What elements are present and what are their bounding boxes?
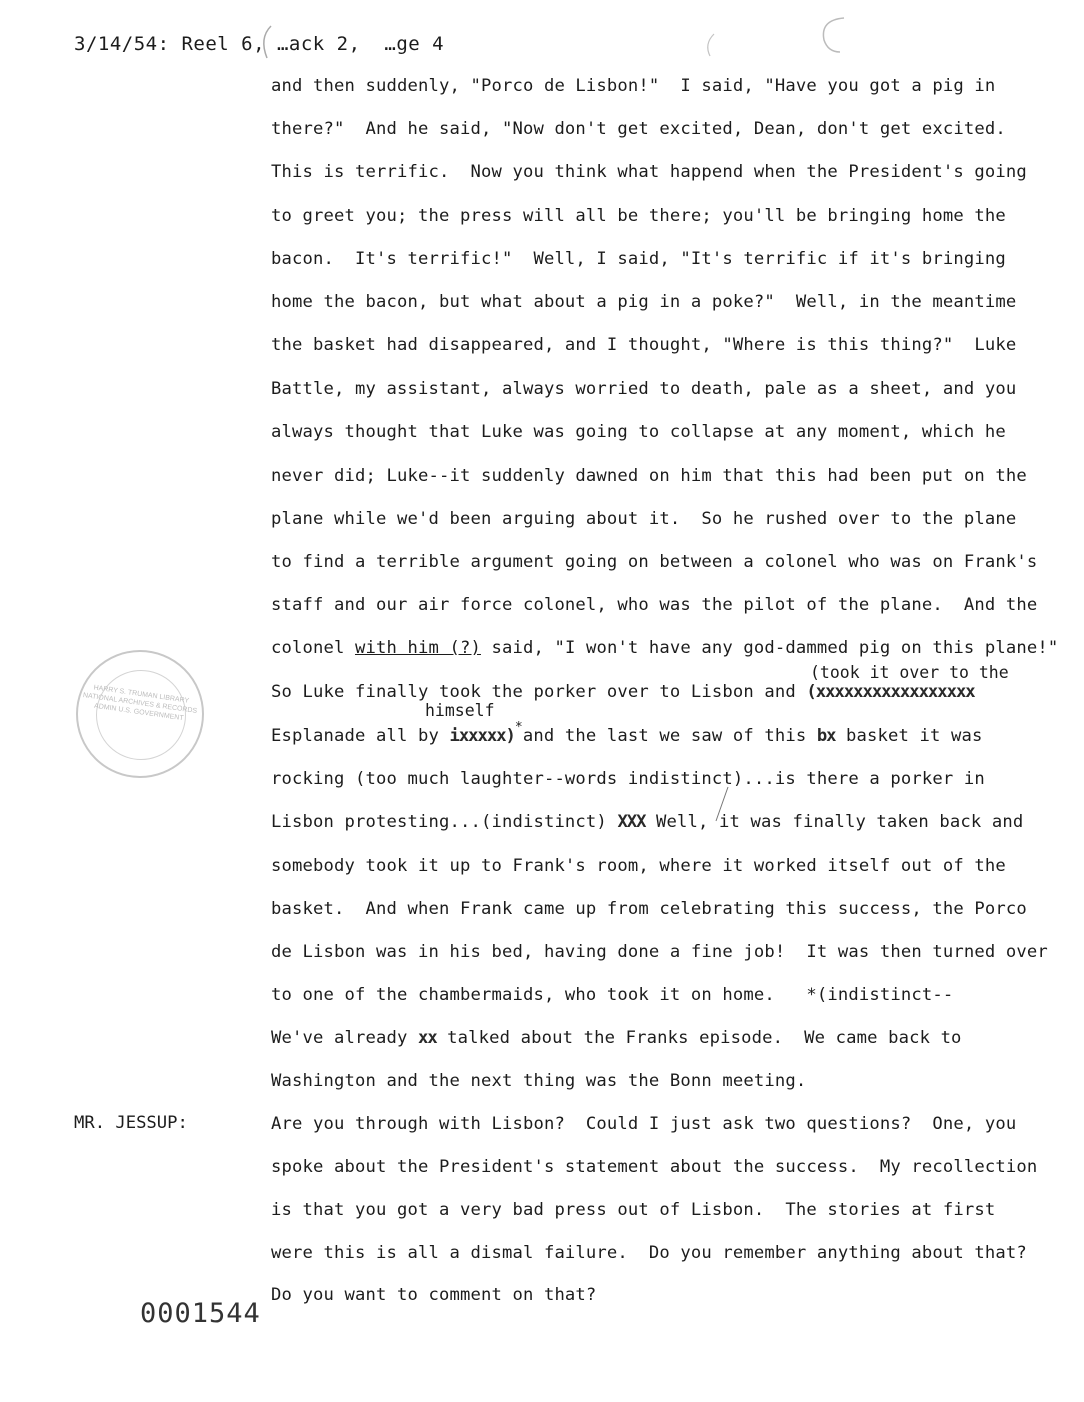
struck-out-text-3: bx	[816, 726, 836, 746]
transcript-line-10: never did; Luke--it suddenly dawned on him that this had been put on the	[271, 466, 1027, 486]
transcript-line-13: staff and our air force colonel, who was the pilot of the plane. And the	[271, 595, 1038, 615]
transcript-line-1: and then suddenly, "Porco de Lisbon!" I said, "Have you got a pig in	[271, 76, 996, 96]
stamp-text: HARRY S. TRUMAN LIBRARY NATIONAL ARCHIVES & RECORDS ADMIN U.S. GOVERNMENT	[82, 684, 198, 723]
jessup-line-5: Do you want to comment on that?	[271, 1285, 597, 1305]
line-16-mid: and the last we saw of this	[522, 726, 817, 746]
scan-mark-3	[810, 12, 850, 56]
line-23-start: We've already	[271, 1028, 418, 1048]
interlinear-insertion-1: (took it over to the	[810, 663, 1009, 682]
line-15-start: So Luke finally took the porker over to Lisbon and	[271, 682, 807, 702]
archive-stamp	[76, 650, 204, 778]
line-16-start: Esplanade all by	[271, 726, 450, 746]
transcript-line-19: somebody took it up to Frank's room, where it worked itself out of the	[271, 856, 1006, 876]
line-18-end: Well, it was finally taken back and	[645, 812, 1024, 832]
jessup-line-3: is that you got a very bad press out of Lisbon. The stories at first	[271, 1200, 996, 1220]
transcript-line-24: Washington and the next thing was the Bonn meeting.	[271, 1071, 807, 1091]
scan-mark-1	[255, 22, 275, 62]
document-header: 3/14/54: Reel 6, …ack 2, …ge 4	[74, 33, 445, 55]
jessup-line-2: spoke about the President's statement about the success. My recollection	[271, 1157, 1038, 1177]
underlined-phrase: with him (?)	[354, 638, 481, 658]
jessup-line-4: were this is all a dismal failure. Do you remember anything about that?	[271, 1243, 1027, 1263]
line-14-start: colonel	[271, 638, 355, 658]
page-number: 0001544	[140, 1298, 261, 1329]
transcript-line-2: there?" And he said, "Now don't get excited, Dean, don't get excited.	[271, 119, 1006, 139]
transcript-line-5: bacon. It's terrific!" Well, I said, "It's terrific if it's bringing	[271, 249, 1006, 269]
struck-out-text-2: ixxxxx)	[449, 726, 515, 746]
struck-out-text-4: XXX	[617, 812, 646, 832]
transcript-line-3: This is terrific. Now you think what happend when the President's going	[271, 162, 1027, 182]
interlinear-insertion-2: himself	[425, 701, 495, 720]
transcript-line-14	[271, 638, 1058, 658]
transcript-line-18	[271, 812, 1023, 832]
struck-out-text-5: xx	[417, 1028, 437, 1048]
line-23-end: talked about the Franks episode. We came back to	[436, 1028, 962, 1048]
transcript-line-11: plane while we'd been arguing about it. So he rushed over to the plane	[271, 509, 1017, 529]
transcript-line-16	[271, 720, 983, 746]
pen-slash-mark	[712, 785, 732, 825]
transcript-line-21: de Lisbon was in his bed, having done a fine job! It was then turned over	[271, 942, 1048, 962]
speaker-label: MR. JESSUP:	[74, 1113, 188, 1133]
transcript-line-4: to greet you; the press will all be there; you'll be bringing home the	[271, 206, 1006, 226]
line-14-end: said, "I won't have any god-dammed pig on this plane!"	[480, 638, 1059, 658]
transcript-line-9: always thought that Luke was going to collapse at any moment, which he	[271, 422, 1006, 442]
transcript-line-12: to find a terrible argument going on between a colonel who was on Frank's	[271, 552, 1038, 572]
transcript-line-15	[271, 682, 975, 702]
transcript-line-17: rocking (too much laughter--words indistinct)...is there a porker in	[271, 769, 985, 789]
scan-mark-2	[700, 30, 720, 60]
jessup-line-1: Are you through with Lisbon? Could I just ask two questions? One, you	[271, 1114, 1017, 1134]
transcript-line-6: home the bacon, but what about a pig in a poke?" Well, in the meantime	[271, 292, 1017, 312]
transcript-line-22: to one of the chambermaids, who took it on home. *(indistinct--	[271, 985, 954, 1005]
transcript-line-23	[271, 1028, 962, 1048]
transcript-line-7: the basket had disappeared, and I thought, "Where is this thing?" Luke	[271, 335, 1017, 355]
line-16-end: basket it was	[835, 726, 983, 746]
asterisk-mark: *	[514, 720, 523, 735]
transcript-line-20: basket. And when Frank came up from celebrating this success, the Porco	[271, 899, 1027, 919]
line-18-start: Lisbon protesting...(indistinct)	[271, 812, 618, 832]
struck-out-text-1: (xxxxxxxxxxxxxxxxx	[806, 682, 975, 702]
transcript-line-8: Battle, my assistant, always worried to death, pale as a sheet, and you	[271, 379, 1017, 399]
